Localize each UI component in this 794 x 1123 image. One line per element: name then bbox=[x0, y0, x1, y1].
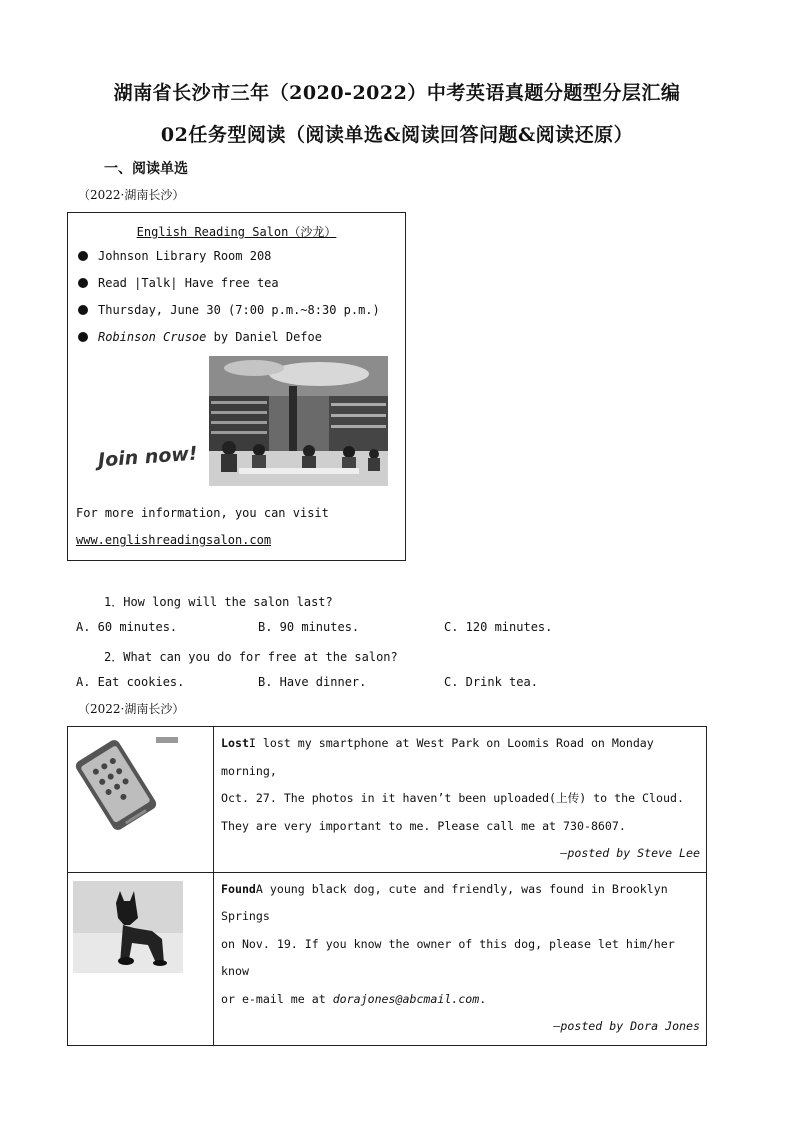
smartphone-image bbox=[68, 727, 213, 845]
source-label: （2022·湖南长沙） bbox=[78, 702, 185, 716]
book-author: by Daniel Defoe bbox=[206, 330, 322, 344]
section-heading: 一、阅读单选 bbox=[104, 161, 188, 177]
document-subtitle: 02任务型阅读（阅读单选&阅读回答问题&阅读还原） bbox=[160, 124, 634, 146]
found-line-3: or e-mail me at dorajones@abcmail.com. bbox=[221, 991, 487, 1006]
salon-notice bbox=[67, 212, 406, 561]
found-email[interactable]: dorajones@abcmail.com bbox=[332, 991, 480, 1006]
salon-title: English Reading Salon（沙龙） bbox=[136, 225, 337, 239]
lost-line-3: They are very important to me. Please call me at 730-8607. bbox=[221, 818, 626, 833]
dog-image bbox=[68, 873, 213, 991]
salon-item-time: Thursday, June 30 (7:00 p.m.~8:30 p.m.) bbox=[78, 303, 380, 317]
question-2-option-c: C. Drink tea. bbox=[444, 675, 538, 689]
lost-signature: —posted by Steve Lee bbox=[560, 846, 700, 860]
salon-item-book bbox=[78, 330, 322, 344]
lost-text-cell bbox=[214, 727, 707, 873]
question-1-stem: 1．How long will the salon last? bbox=[104, 595, 333, 609]
bullet-icon bbox=[78, 305, 88, 315]
join-now-graphic: Join now! bbox=[97, 442, 199, 472]
found-signature: —posted by Dora Jones bbox=[553, 1019, 700, 1033]
lost-image-cell bbox=[68, 727, 214, 873]
salon-item-location: Johnson Library Room 208 bbox=[78, 249, 271, 263]
document-title: 湖南省长沙市三年（2020-2022）中考英语真题分题型分层汇编 bbox=[113, 82, 681, 104]
question-2-option-a: A. Eat cookies. bbox=[76, 675, 185, 689]
found-line-2: on Nov. 19. If you know the owner of this dog, please let him/her know bbox=[221, 936, 675, 978]
found-label: Found bbox=[221, 881, 256, 896]
bullet-icon bbox=[78, 251, 88, 261]
question-1-option-a: A. 60 minutes. bbox=[76, 620, 178, 634]
book-title: Robinson Crusoe bbox=[98, 330, 207, 344]
lost-line-1: I lost my smartphone at West Park on Loomis Road on Monday morning, bbox=[221, 736, 654, 778]
info-text: For more information, you can visit bbox=[76, 506, 329, 520]
bullet-icon bbox=[78, 332, 88, 342]
salon-item-activities: Read |Talk| Have free tea bbox=[78, 276, 279, 290]
bullet-icon bbox=[78, 278, 88, 288]
found-line-1: A young black dog, cute and friendly, was found in Brooklyn Springs bbox=[221, 881, 668, 923]
question-2-option-b: B. Have dinner. bbox=[258, 675, 367, 689]
lost-label: Lost bbox=[221, 736, 249, 750]
question-1-option-b: B. 90 minutes. bbox=[258, 620, 360, 634]
question-1-option-c: C. 120 minutes. bbox=[444, 620, 553, 634]
source-label: （2022·湖南长沙） bbox=[78, 188, 185, 202]
library-photo bbox=[209, 356, 388, 486]
found-image-cell bbox=[68, 872, 214, 1045]
salon-url-link[interactable]: www.englishreadingsalon.com bbox=[76, 533, 272, 547]
question-2-stem: 2．What can you do for free at the salon? bbox=[104, 650, 398, 664]
lost-line-2: Oct. 27. The photos in it haven’t been uploaded(上传) to the Cloud. bbox=[221, 791, 684, 805]
table-row bbox=[68, 872, 707, 1045]
lost-found-table bbox=[67, 726, 707, 1046]
table-row bbox=[68, 727, 707, 873]
found-text-cell bbox=[214, 872, 707, 1045]
